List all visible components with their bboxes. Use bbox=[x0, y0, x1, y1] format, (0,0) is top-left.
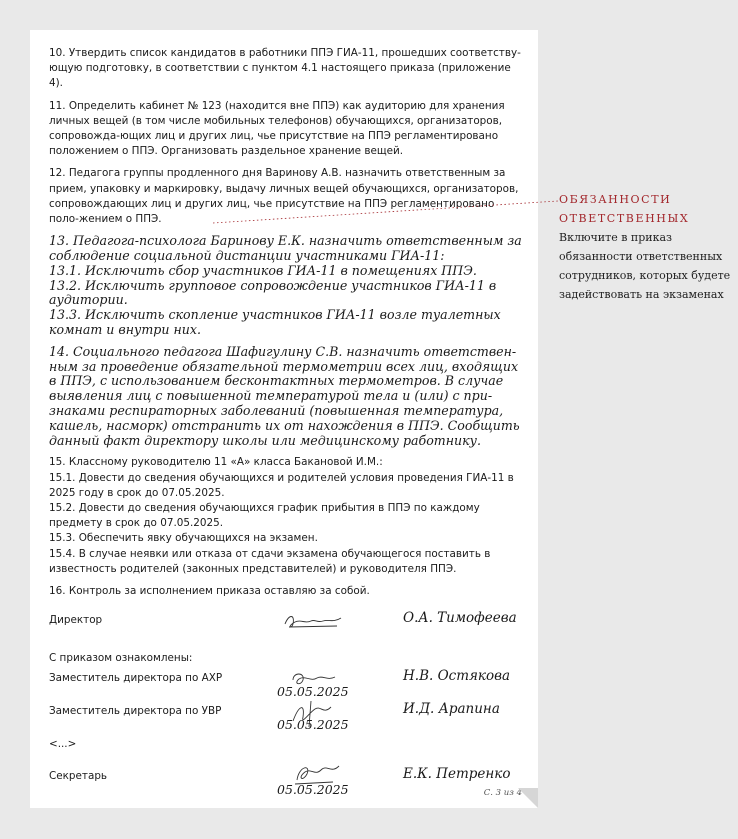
clause-12: 12. Педагога группы продленного дня Варинову А.В. назначить ответственным за прием, упаковку и маркировку, выдачу личных вещей обучающихся, организаторов, сопровождающих лиц и других лиц, чье присутствие на ППЭ регламентировано поло-жением о ППЭ. bbox=[49, 167, 519, 226]
director-name: О.А. Тимофеева bbox=[403, 610, 517, 626]
clause-10: 10. Утвердить список кандидатов в работники ППЭ ГИА‑11, прошедших соответству-ющую подготовку, в соответствии с пунктом 4.1 настоящего приказа (приложение 4). bbox=[49, 47, 521, 90]
signer-name: Н.В. Остякова bbox=[403, 668, 511, 684]
clause-13-1: 13.1. Исключить сбор участников ГИА‑11 в помещениях ППЭ. bbox=[49, 262, 477, 278]
signer-row-uvr bbox=[49, 701, 527, 741]
sign-date: 05.05.2025 bbox=[277, 782, 349, 797]
director-row bbox=[49, 610, 527, 630]
signer-label: Секретарь bbox=[49, 770, 108, 782]
clause-13 bbox=[49, 234, 527, 338]
signer-name: Е.К. Петренко bbox=[403, 766, 511, 782]
acquainted-row bbox=[49, 648, 527, 668]
signer-name: И.Д. Арапина bbox=[403, 701, 500, 717]
signer-label: Заместитель директора по УВР bbox=[49, 705, 222, 717]
document-body bbox=[49, 46, 527, 606]
sidebar-title-line2: ОТВЕТСТВЕННЫХ bbox=[559, 212, 690, 225]
acquainted-label: С приказом ознакомлены: bbox=[49, 652, 193, 664]
sidebar-text: Включите в приказ обязанности ответственных сотрудников, которых будете задействовать на экзаменах bbox=[559, 231, 731, 301]
ellipsis-row bbox=[49, 738, 527, 758]
director-label: Директор bbox=[49, 614, 103, 626]
clause-13-3: 13.3. Исключить скопление участников ГИА‑11 возле туалетных комнат и внутри них. bbox=[49, 307, 501, 338]
director-signature bbox=[281, 610, 351, 632]
clause-13-intro: 13. Педагога-психолога Баринову Е.К. назначить ответственным за соблюдение социальной дистанции участниками ГИА‑11: bbox=[49, 233, 522, 264]
signer-label: Заместитель директора по АХР bbox=[49, 672, 223, 684]
signer-row-secretary bbox=[49, 766, 527, 806]
page-number: С. 3 из 4 bbox=[483, 788, 522, 798]
clause-16: 16. Контроль за исполнением приказа оставляю за собой. bbox=[49, 585, 370, 598]
clause-15-3: 15.3. Обеспечить явку обучающихся на экзамен. bbox=[49, 532, 318, 545]
clause-15-2: 15.2. Довести до сведения обучающихся график прибытия в ППЭ по каждому предмету в срок до 07.05.2025. bbox=[49, 502, 480, 530]
sidebar-note bbox=[559, 190, 734, 304]
page-corner-fold bbox=[518, 788, 538, 808]
clause-15: 15. Классному руководителю 11 «А» класса Бакановой И.М.: bbox=[49, 456, 383, 469]
callout-leader-line bbox=[213, 197, 563, 227]
clause-15-1: 15.1. Довести до сведения обучающихся и родителей условия проведения ГИА‑11 в 2025 году в срок до 07.05.2025. bbox=[49, 471, 514, 499]
sign-date: 05.05.2025 bbox=[277, 717, 349, 732]
clause-11: 11. Определить кабинет № 123 (находится вне ППЭ) как аудиторию для хранения личных вещей (в том числе мобильных телефонов) обучающихся, организаторов, сопровожда-ющих лиц и других лиц, чье присутствие на ППЭ регламентировано положением о ППЭ. Организовать раздельное хранение вещей. bbox=[49, 99, 505, 158]
clause-14: 14. Социального педагога Шафигулину С.В. назначить ответствен-ным за проведение обязательной термометрии всех лиц, входящих в ППЭ, с использованием бесконтактных термометров. В случае выявления лиц с повышенной температурой тела и (или) с при-знаками респираторных заболеваний (повышенная температура, кашель, насморк) отстранить их от нахождения в ППЭ. Сообщить данный факт директору школы или медицинскому работнику. bbox=[49, 343, 520, 448]
clause-13-2: 13.2. Исключить групповое сопровождение участников ГИА‑11 в аудитории. bbox=[49, 277, 497, 308]
sidebar-title-line1: ОБЯЗАННОСТИ bbox=[559, 193, 672, 206]
clause-15-4: 15.4. В случае неявки или отказа от сдачи экзамена обучающегося поставить в известность родителей (законных представителей) и руководителя ППЭ. bbox=[49, 547, 491, 575]
ellipsis-text: <...> bbox=[49, 738, 77, 750]
document-page bbox=[30, 30, 538, 808]
sign-date: 05.05.2025 bbox=[277, 684, 349, 699]
